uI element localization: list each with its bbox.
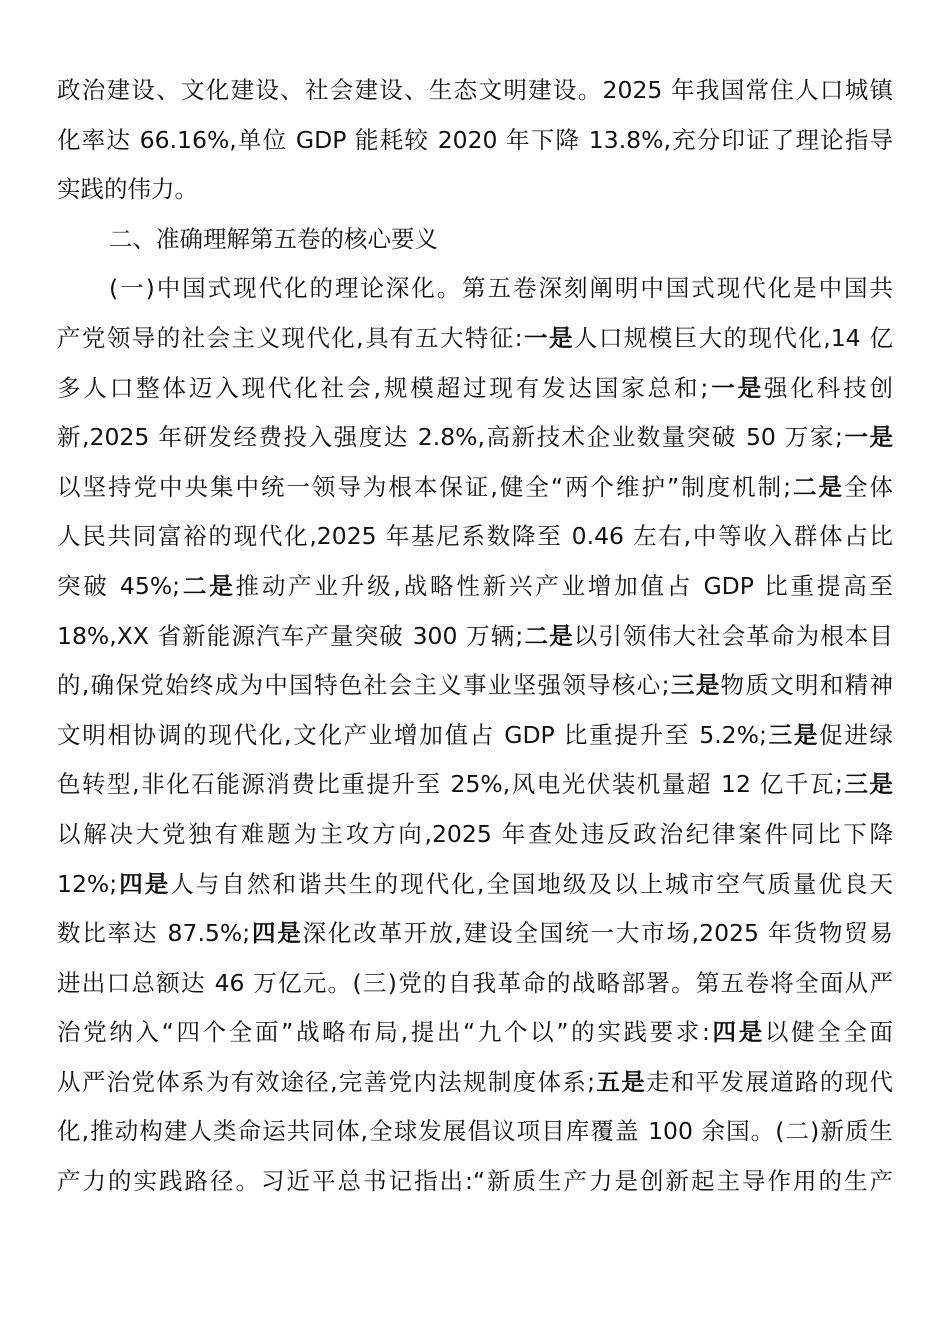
document-page <box>57 66 893 1207</box>
text-line <box>57 760 893 810</box>
document-body <box>57 66 893 1207</box>
bold-label: 二是 <box>523 621 574 650</box>
text-line <box>57 1157 893 1207</box>
text-run: 多人口整体迈入现代化社会,规模超过现有发达国家总和; <box>57 373 709 402</box>
bold-label: 四是 <box>250 919 303 948</box>
text-line <box>57 711 893 761</box>
text-line <box>57 264 893 314</box>
text-run: 12%; <box>57 869 118 898</box>
text-line <box>57 612 893 662</box>
text-run: 以引领伟大社会革命为根本目 <box>573 621 894 650</box>
text-run: 18%,XX 省新能源汽车产量突破 300 万辆; <box>57 621 524 650</box>
bold-label: 四是 <box>117 869 171 898</box>
text-line <box>57 661 893 711</box>
text-line <box>57 463 893 513</box>
text-run: 人民共同富裕的现代化,2025 年基尼系数降至 0.46 左右,中等收入群体占比 <box>57 522 893 551</box>
text-run: 人口规模巨大的现代化,14 亿 <box>573 323 894 352</box>
text-run: 以健全全面 <box>764 1018 894 1047</box>
text-run: 推动产业升级,战略性新兴产业增加值占 GDP 比重提高至 <box>235 571 894 600</box>
bold-label: 二是 <box>180 571 236 600</box>
text-run: (一)中国式现代化的理论深化。第五卷深刻阐明中国式现代化是中国共 <box>109 274 893 303</box>
text-run: 的,确保党始终成为中国特色社会主义事业坚强领导核心; <box>57 671 670 700</box>
text-run: 走和平发展道路的现代 <box>646 1067 894 1096</box>
text-line <box>57 1008 893 1058</box>
text-run: 突破 45%; <box>57 571 181 600</box>
bold-label: 一是 <box>842 423 893 452</box>
text-run: 产力的实践路径。习近平总书记指出:“新质生产力是创新起主导作用的生产 <box>57 1167 893 1196</box>
text-line <box>57 364 893 414</box>
text-run: 物质文明和精神 <box>720 671 894 700</box>
text-line <box>57 959 893 1009</box>
bold-label: 四是 <box>709 1018 765 1047</box>
text-run: 进出口总额达 46 万亿元。(三)党的自我革命的战略部署。第五卷将全面从严 <box>57 968 893 997</box>
text-run: 数比率达 87.5%; <box>57 919 251 948</box>
bold-label: 三是 <box>842 770 894 799</box>
bold-label: 一是 <box>708 373 764 402</box>
text-run: 化,推动构建人类命运共同体,全球发展倡议项目库覆盖 100 余国。(二)新质生 <box>57 1117 893 1146</box>
text-line <box>57 909 893 959</box>
text-line <box>57 1058 893 1108</box>
text-line <box>57 810 893 860</box>
text-run: 产党领导的社会主义现代化,具有五大特征: <box>57 323 523 352</box>
text-line <box>57 66 893 116</box>
text-run: 全体 <box>844 472 893 501</box>
text-line <box>57 413 893 463</box>
text-run: 新,2025 年研发经费投入强度达 2.8%,高新技术企业数量突破 50 万家; <box>57 423 843 452</box>
text-line <box>57 512 893 562</box>
text-run: 文明相协调的现代化,文化产业增加值占 GDP 比重提升至 5.2%; <box>57 720 767 749</box>
text-line <box>57 1107 893 1157</box>
text-run: 强化科技创 <box>764 373 894 402</box>
text-line <box>57 116 893 166</box>
text-run: 促进绿 <box>819 720 894 749</box>
text-line <box>57 860 893 910</box>
section-heading <box>57 215 893 265</box>
text-run: 以解决大党独有难题为主攻方向,2025 年查处违反政治纪律案件同比下降 <box>57 819 893 848</box>
text-run: 色转型,非化石能源消费比重提升至 25%,风电光伏装机量超 12 亿千瓦; <box>57 770 843 799</box>
text-line <box>57 165 893 215</box>
text-line <box>57 314 893 364</box>
text-run: 以坚持党中央集中统一领导为根本保证,健全“两个维护”制度机制; <box>57 472 792 501</box>
text-run: 政治建设、文化建设、社会建设、生态文明建设。2025 年我国常住人口城镇 <box>57 76 893 104</box>
bold-label: 五是 <box>595 1067 647 1096</box>
text-run: 深化改革开放,建设全国统一大市场,2025 年货物贸易 <box>302 919 894 948</box>
bold-label: 三是 <box>766 720 820 749</box>
bold-label: 三是 <box>669 671 721 700</box>
text-run: 二、准确理解第五卷的核心要义 <box>109 224 438 253</box>
text-run: 化率达 66.16%,单位 GDP 能耗较 2020 年下降 13.8%,充分印证了理论指导 <box>57 125 893 154</box>
bold-label: 一是 <box>522 323 574 352</box>
text-run: 治党纳入“四个全面”战略布局,提出“九个以”的实践要求: <box>57 1018 710 1047</box>
text-run: 人与自然和谐共生的现代化,全国地级及以上城市空气质量优良天 <box>170 869 893 898</box>
text-run: 实践的伟力。 <box>57 175 198 204</box>
bold-label: 二是 <box>791 472 844 501</box>
text-line <box>57 562 893 612</box>
text-run: 从严治党体系为有效途径,完善党内法规制度体系; <box>57 1067 596 1096</box>
